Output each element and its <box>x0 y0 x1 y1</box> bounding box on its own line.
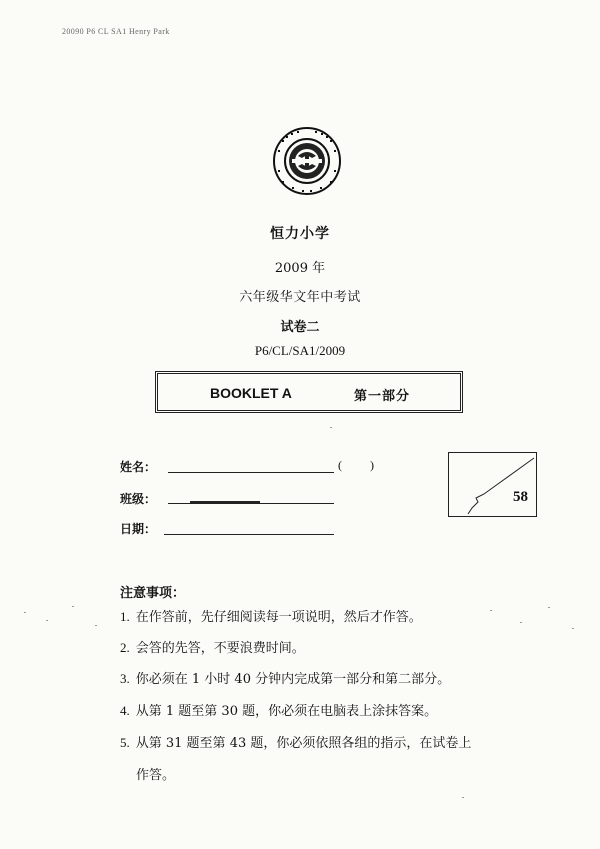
instruction-text: 你必须在 1 小时 40 分钟内完成第一部分和第二部分。 <box>135 672 451 687</box>
name-label: 姓名： <box>120 460 157 474</box>
instruction-item <box>120 608 422 627</box>
paper-title: 试卷二 <box>280 320 320 335</box>
instruction-item <box>120 639 305 658</box>
instruction-number: 3. <box>120 671 130 686</box>
scan-speckle <box>24 612 26 613</box>
class-label: 班级： <box>120 492 157 506</box>
booklet-chinese-label: 第一部分 <box>354 389 411 404</box>
scan-speckle <box>548 607 550 608</box>
instruction-number: 2. <box>120 640 130 655</box>
instruction-text: 在作答前，先仔细阅读每一项说明，然后才作答。 <box>135 610 422 625</box>
score-value: 58 <box>513 489 528 505</box>
instruction-item <box>120 702 437 721</box>
instruction-continuation: 作答。 <box>136 768 176 783</box>
instruction-number: 1. <box>120 609 130 624</box>
date-label: 日期： <box>120 522 157 536</box>
scan-speckle <box>572 628 574 629</box>
date-field[interactable] <box>164 534 334 535</box>
instruction-text: 从第 31 题至第 43 题，你必须依照各组的指示，在试卷上 <box>135 736 472 751</box>
class-number-open-bracket: ( <box>338 458 342 472</box>
class-number-close-bracket: ) <box>370 458 374 472</box>
scan-speckle <box>46 620 48 621</box>
instruction-text: 会答的先答，不要浪费时间。 <box>135 641 305 656</box>
name-field[interactable] <box>168 472 334 473</box>
school-name: 恒力小学 <box>270 226 330 242</box>
scan-speckle <box>520 622 522 623</box>
instruction-item <box>120 734 471 753</box>
scan-speckle <box>330 427 332 428</box>
booklet-banner <box>155 371 463 413</box>
redaction-mark <box>190 501 260 504</box>
scan-speckle <box>95 625 97 626</box>
scan-speckle <box>462 797 464 798</box>
document-header-mark: 20090 P6 CL SA1 Henry Park <box>62 27 170 36</box>
instruction-text: 从第 1 题至第 30 题，你必须在电脑表上涂抹答案。 <box>135 704 438 719</box>
instructions-title: 注意事项： <box>120 586 186 601</box>
exam-title: 六年级华文年中考试 <box>239 290 361 305</box>
score-divider-line <box>448 452 537 517</box>
instruction-number: 4. <box>120 703 130 718</box>
instruction-item <box>120 670 450 689</box>
scan-speckle <box>490 610 492 611</box>
instruction-number: 5. <box>120 735 130 750</box>
score-box <box>448 452 537 517</box>
exam-year: 2009 年 <box>274 261 326 276</box>
booklet-english-label: BOOKLET A <box>210 385 292 401</box>
scan-speckle <box>72 606 74 607</box>
paper-code: P6/CL/SA1/2009 <box>254 343 346 358</box>
school-crest-logo <box>272 126 342 196</box>
